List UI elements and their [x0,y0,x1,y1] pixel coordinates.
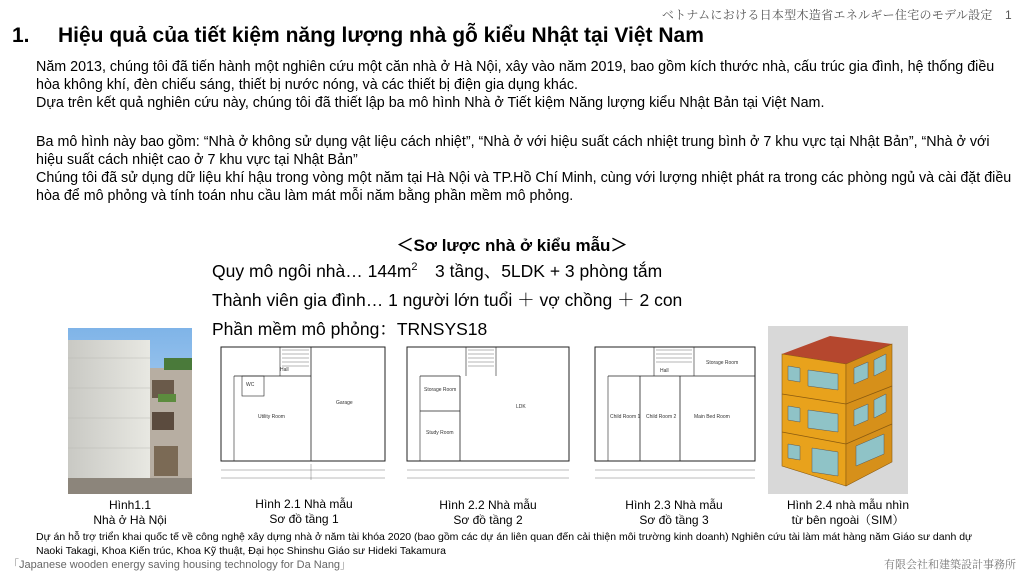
figure-2-2-caption [410,498,566,528]
spec-scale-suffix: 3 tầng、5LDK + 3 phòng tắm [417,261,663,281]
spec-family: Thành viên gia đình… 1 người lớn tuổi ＋ vợ chồng ＋ 2 con [212,290,683,310]
plan-label: Storage Room [424,387,457,393]
paragraph-line: Ba mô hình này bao gồm: “Nhà ở không sử dụng vật liệu cách nhiệt”, “Nhà ở với hiệu suất cách nhiệt trung bình ở 7 khu vực tại Nhật Bản”, “Nhà ở với hiệu suất cách nhiệt cao ở 7 khu vực tại Nhật Bản” [36,134,990,168]
footnote: Dự án hỗ trợ triển khai quốc tế về công nghệ xây dựng nhà ở năm tài khóa 2020 (bao gồm các dự án liên quan đến cải thiện môi trường kinh doanh) Nghiên cứu tài làm mát hàng năm Giáo sư danh dự Naoki Takagi, Khoa Kiến trúc, Khoa Kỹ thuật, Đại học Shinshu Giáo sư Hideki Takamura [36,531,973,557]
plan-label: Child Room 2 [646,414,677,420]
title-text: Hiệu quả của tiết kiệm năng lượng nhà gỗ kiểu Nhật tại Việt Nam [58,24,704,47]
plan-label: LDK [516,404,526,410]
caption-line: Hình 2.2 Nhà mẫu [439,498,537,512]
figure-2-1-caption [226,497,382,527]
title-number: 1. [12,24,30,47]
plan-label: Study Room [426,430,454,436]
footer-project-title: 「Japanese wooden energy saving housing technology for Da Nang」 [8,559,352,571]
model-3d-view [768,326,908,494]
caption-line: Nhà ở Hà Nội [93,513,167,527]
caption-line: Hình1.1 [108,498,152,512]
floor-plan-3 [594,346,756,486]
caption-line: Hình 2.3 Nhà mẫu [625,498,723,512]
page-title [12,24,704,48]
plan-label: Storage Room [706,360,739,366]
spec-scale-sup: 2 [411,261,418,274]
plan-label: Main Bed Room [694,414,730,420]
caption-line: Hình 2.4 nhà mẫu nhìn [786,498,910,512]
figure-2-3-caption [596,498,752,528]
plan-label: Child Room 1 [610,414,641,420]
figure-1-caption [60,498,200,528]
header-note: ベトナムにおける日本型木造省エネルギー住宅のモデル設定 1 [661,8,1012,22]
caption-line: Sơ đồ tầng 3 [639,513,709,527]
spec-software: Phần mềm mô phỏng：TRNSYS18 [212,319,488,339]
caption-line: Sơ đồ tầng 2 [453,513,523,527]
footer-company: 有限会社和建築設計事務所 [884,559,1016,571]
plan-label: Garage [336,400,353,406]
paragraph-line: Năm 2013, chúng tôi đã tiến hành một nghiên cứu một căn nhà ở Hà Nội, xây vào năm 2019, bao gồm kích thước nhà, cấu trúc gia đình, hệ thống điều hòa không khí, đèn chiếu sáng, thiết bị nước nóng, và các thiết bị điện gia dụng khác. [36,59,995,93]
paragraph-line: Chúng tôi đã sử dụng dữ liệu khí hậu trong vòng một năm tại Hà Nội và TP.Hồ Chí Minh, cùng với lượng nhiệt phát ra trong các phòng ngủ và cài đặt điều hòa để mô phỏng và tính toán nhu cầu làm mát mỗi năm bằng phần mềm mô phỏng. [36,170,1012,204]
intro-paragraph [36,58,1012,112]
plan-label: Hall [660,368,669,374]
floor-plan-2-drawing [406,346,570,486]
floor-plan-1 [220,346,386,486]
spec-scale-prefix: Quy mô ngôi nhà… 144m [212,261,412,281]
spec-scale [212,258,662,283]
models-paragraph [36,133,1012,205]
floor-plan-3-drawing [594,346,756,486]
plan-label: WC [246,382,255,388]
floor-plan-2 [406,346,570,486]
paragraph-line: Dựa trên kết quả nghiên cứu này, chúng tôi đã thiết lập ba mô hình Nhà ở Tiết kiệm Năng lượng kiểu Nhật Bản tại Việt Nam. [36,95,825,111]
section-title: ＜Sơ lược nhà ở kiểu mẫu＞ [396,236,628,255]
floor-plan-1-drawing [220,346,386,486]
house-photo-image [68,328,192,494]
model-3d-drawing [768,326,908,494]
caption-line: từ bên ngoài（SIM） [791,513,905,527]
caption-line: Sơ đồ tầng 1 [269,512,339,526]
caption-line: Hình 2.1 Nhà mẫu [255,497,353,511]
plan-label: Hall [280,367,289,373]
figure-2-4-caption [768,498,928,528]
plan-label: Utility Room [258,414,285,420]
hanoi-house-photo [68,328,192,494]
